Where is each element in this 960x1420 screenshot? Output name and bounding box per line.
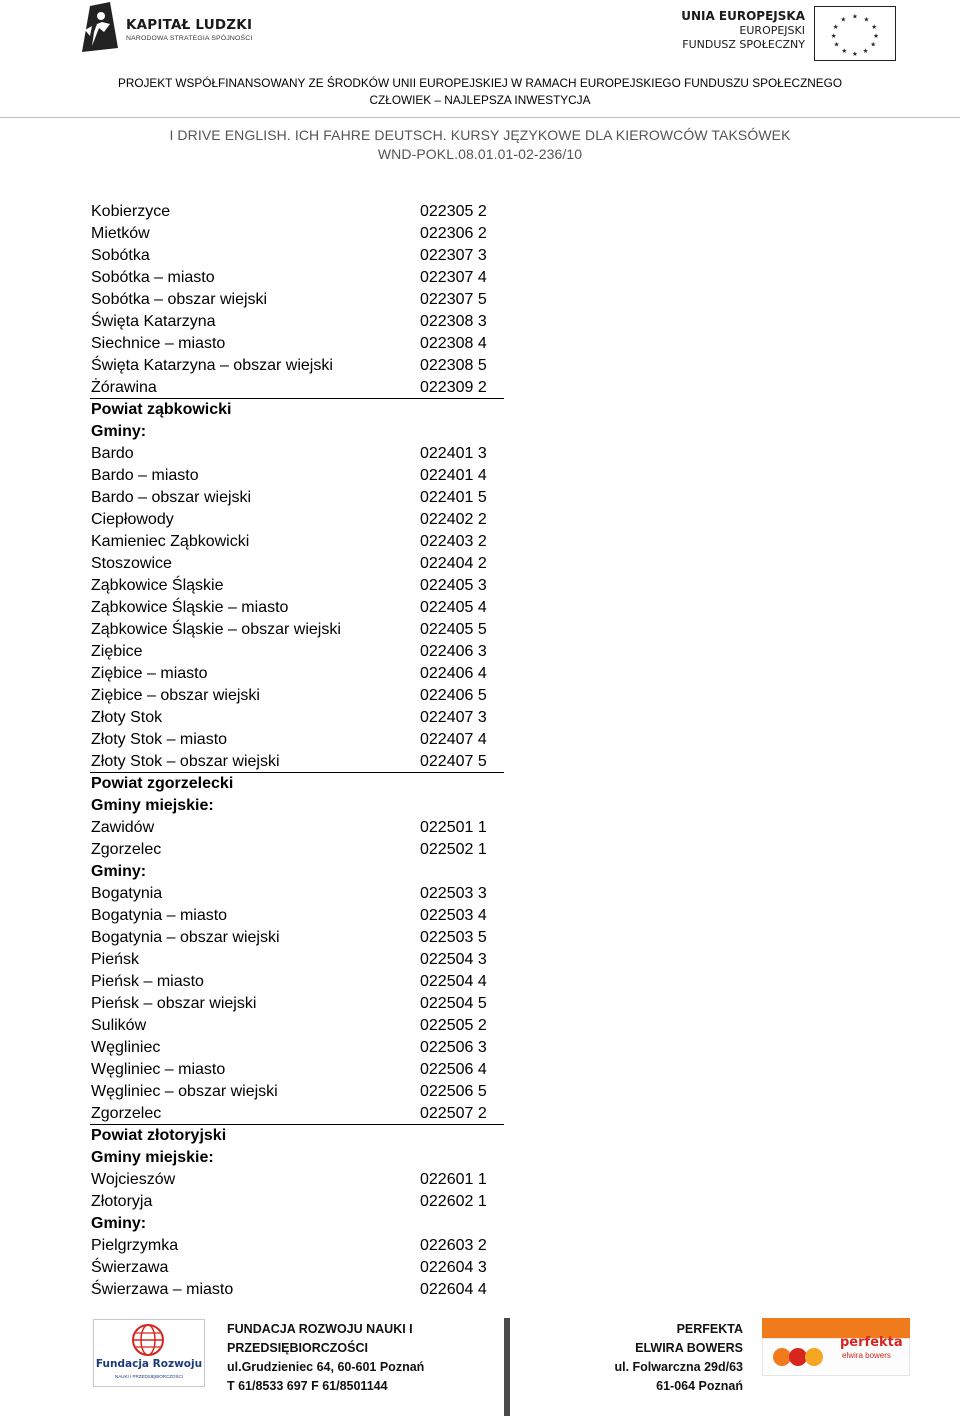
commune-name: Kobierzyce bbox=[91, 203, 171, 220]
eu-fund-line1: EUROPEJSKI bbox=[739, 24, 805, 37]
project-slogan-line: CZŁOWIEK – NAJLEPSZA INWESTYCJA bbox=[369, 93, 591, 107]
eu-text-block bbox=[681, 9, 805, 51]
section-heading: Gminy miejskie: bbox=[91, 797, 214, 814]
svg-text:★: ★ bbox=[863, 16, 870, 24]
section-heading-row bbox=[90, 773, 504, 795]
svg-text:★: ★ bbox=[841, 48, 848, 56]
commune-code: 022308 5 bbox=[420, 357, 487, 374]
commune-code: 022507 2 bbox=[420, 1105, 487, 1122]
commune-code: 022407 5 bbox=[420, 753, 487, 770]
commune-code: 022402 2 bbox=[420, 511, 487, 528]
commune-name: Świerzawa bbox=[91, 1259, 169, 1276]
table-row bbox=[90, 839, 504, 861]
table-row bbox=[90, 993, 504, 1015]
commune-name: Złoty Stok bbox=[91, 709, 163, 726]
commune-code: 022407 3 bbox=[420, 709, 487, 726]
table-row bbox=[90, 575, 504, 597]
kapital-ludzki-subtitle: NARODOWA STRATEGIA SPÓJNOŚCI bbox=[126, 35, 253, 42]
commune-name: Węgliniec bbox=[91, 1039, 161, 1056]
commune-name: Świerzawa – miasto bbox=[91, 1281, 234, 1298]
commune-code: 022407 4 bbox=[420, 731, 487, 748]
commune-name: Ziębice – obszar wiejski bbox=[91, 687, 260, 704]
eu-fund-line2: FUNDUSZ SPOŁECZNY bbox=[682, 38, 805, 51]
commune-name: Ziębice – miasto bbox=[91, 665, 208, 682]
section-heading: Powiat złotoryjski bbox=[91, 1127, 227, 1144]
commune-name: Złotoryja bbox=[91, 1193, 153, 1210]
table-row bbox=[90, 1191, 504, 1213]
commune-name: Wojcieszów bbox=[91, 1171, 176, 1188]
commune-code-table bbox=[90, 201, 504, 1301]
fundacja-rozwoju-address bbox=[227, 1320, 424, 1396]
svg-text:★: ★ bbox=[840, 16, 847, 24]
fundacja-rozwoju-logo-name: Fundacja Rozwoju bbox=[95, 1358, 203, 1370]
svg-text:★: ★ bbox=[832, 24, 839, 32]
table-row bbox=[90, 927, 504, 949]
commune-code: 022406 4 bbox=[420, 665, 487, 682]
commune-code: 022405 4 bbox=[420, 599, 487, 616]
perfekta-logo-sub: elwira bowers bbox=[842, 1351, 891, 1360]
commune-name: Święta Katarzyna – obszar wiejski bbox=[91, 357, 333, 374]
commune-name: Pieńsk – miasto bbox=[91, 973, 204, 990]
commune-name: Bogatynia bbox=[91, 885, 163, 902]
commune-code: 022602 1 bbox=[420, 1193, 487, 1210]
table-row bbox=[90, 707, 504, 729]
commune-code: 022506 5 bbox=[420, 1083, 487, 1100]
commune-code: 022307 5 bbox=[420, 291, 487, 308]
commune-code: 022504 4 bbox=[420, 973, 487, 990]
section-heading: Gminy: bbox=[91, 423, 147, 440]
section-heading: Powiat ząbkowicki bbox=[91, 401, 232, 418]
fundacja-rozwoju-logo bbox=[93, 1319, 205, 1387]
commune-name: Złoty Stok – miasto bbox=[91, 731, 228, 748]
table-row bbox=[90, 1037, 504, 1059]
table-row bbox=[90, 311, 504, 333]
table-row bbox=[90, 289, 504, 311]
commune-code: 022506 4 bbox=[420, 1061, 487, 1078]
section-heading-row bbox=[90, 421, 504, 443]
commune-code: 022604 3 bbox=[420, 1259, 487, 1276]
table-row bbox=[90, 597, 504, 619]
table-row bbox=[90, 531, 504, 553]
svg-text:★: ★ bbox=[862, 48, 869, 56]
commune-name: Bogatynia – miasto bbox=[91, 907, 228, 924]
commune-code: 022306 2 bbox=[420, 225, 487, 242]
table-row bbox=[90, 1103, 504, 1125]
commune-name: Zgorzelec bbox=[91, 841, 162, 858]
commune-code: 022601 1 bbox=[420, 1171, 487, 1188]
commune-name: Bardo bbox=[91, 445, 134, 462]
table-row bbox=[90, 949, 504, 971]
pf-address-line: ul. Folwarczna 29d/63 bbox=[614, 1360, 743, 1374]
commune-code: 022604 4 bbox=[420, 1281, 487, 1298]
fr-address-line: ul.Grudzieniec 64, 60-601 Poznań bbox=[227, 1360, 425, 1374]
commune-code: 022505 2 bbox=[420, 1017, 487, 1034]
table-row bbox=[90, 751, 504, 773]
table-row bbox=[90, 553, 504, 575]
commune-code: 022501 1 bbox=[420, 819, 487, 836]
commune-code: 022406 3 bbox=[420, 643, 487, 660]
project-number: WND-POKL.08.01.01-02-236/10 bbox=[377, 146, 583, 162]
commune-code: 022401 3 bbox=[420, 445, 487, 462]
commune-code: 022603 2 bbox=[420, 1237, 487, 1254]
footer-divider bbox=[504, 1318, 510, 1416]
commune-name: Węgliniec – obszar wiejski bbox=[91, 1083, 278, 1100]
table-row bbox=[90, 817, 504, 839]
header-divider bbox=[0, 117, 960, 118]
table-row bbox=[90, 333, 504, 355]
svg-text:★: ★ bbox=[851, 51, 859, 59]
section-heading-row bbox=[90, 1147, 504, 1169]
commune-code: 022307 3 bbox=[420, 247, 487, 264]
commune-name: Pielgrzymka bbox=[91, 1237, 179, 1254]
commune-code: 022504 3 bbox=[420, 951, 487, 968]
perfekta-mark-icon bbox=[770, 1342, 826, 1372]
commune-name: Żórawina bbox=[91, 379, 157, 396]
commune-code: 022506 3 bbox=[420, 1039, 487, 1056]
table-row bbox=[90, 267, 504, 289]
table-row bbox=[90, 1059, 504, 1081]
svg-text:★: ★ bbox=[851, 13, 859, 21]
table-row bbox=[90, 443, 504, 465]
globe-icon bbox=[130, 1323, 166, 1357]
perfekta-address bbox=[540, 1320, 743, 1396]
section-heading: Gminy miejskie: bbox=[91, 1149, 214, 1166]
table-row bbox=[90, 883, 504, 905]
eu-flag-icon bbox=[814, 6, 896, 61]
commune-name: Pieńsk bbox=[91, 951, 140, 968]
commune-name: Ząbkowice Śląskie – obszar wiejski bbox=[91, 621, 341, 638]
commune-code: 022401 5 bbox=[420, 489, 487, 506]
svg-text:★: ★ bbox=[871, 24, 878, 32]
eu-logo bbox=[681, 6, 900, 62]
kapital-ludzki-emblem-icon bbox=[80, 2, 120, 54]
commune-name: Sobótka – obszar wiejski bbox=[91, 291, 268, 308]
commune-name: Kamieniec Ząbkowicki bbox=[91, 533, 250, 550]
table-row bbox=[90, 201, 504, 223]
table-row bbox=[90, 1081, 504, 1103]
commune-name: Stoszowice bbox=[91, 555, 172, 572]
commune-code: 022308 3 bbox=[420, 313, 487, 330]
project-funding-line: PROJEKT WSPÓŁFINANSOWANY ZE ŚRODKÓW UNII EUROPEJSKIEJ W RAMACH EUROPEJSKIEGO FUNDUSZU SPOŁECZNEGO bbox=[117, 76, 843, 90]
table-row bbox=[90, 223, 504, 245]
commune-name: Siechnice – miasto bbox=[91, 335, 226, 352]
commune-code: 022401 4 bbox=[420, 467, 487, 484]
perfekta-logo-name: perfekta bbox=[840, 1335, 903, 1350]
commune-code: 022406 5 bbox=[420, 687, 487, 704]
table-row bbox=[90, 1257, 504, 1279]
fundacja-rozwoju-logo-sub: NAUKI I PRZEDSIĘBIORCZOŚCI bbox=[114, 1374, 183, 1379]
table-row bbox=[90, 245, 504, 267]
svg-text:★: ★ bbox=[870, 41, 877, 49]
pf-address-line: PERFEKTA bbox=[676, 1322, 743, 1336]
svg-text:★: ★ bbox=[830, 32, 837, 40]
eu-title: UNIA EUROPEJSKA bbox=[681, 9, 805, 23]
section-heading-row bbox=[90, 1125, 504, 1147]
table-row bbox=[90, 685, 504, 707]
commune-code: 022503 3 bbox=[420, 885, 487, 902]
commune-name: Pieńsk – obszar wiejski bbox=[91, 995, 257, 1012]
section-heading: Powiat zgorzelecki bbox=[91, 775, 234, 792]
commune-name: Bardo – obszar wiejski bbox=[91, 489, 252, 506]
commune-code: 022403 2 bbox=[420, 533, 487, 550]
commune-code: 022405 3 bbox=[420, 577, 487, 594]
commune-code: 022503 4 bbox=[420, 907, 487, 924]
section-heading-row bbox=[90, 1213, 504, 1235]
table-row bbox=[90, 377, 504, 399]
section-heading-row bbox=[90, 399, 504, 421]
table-row bbox=[90, 487, 504, 509]
commune-name: Węgliniec – miasto bbox=[91, 1061, 226, 1078]
fr-address-line: PRZEDSIĘBIORCZOŚCI bbox=[227, 1341, 368, 1355]
table-row bbox=[90, 1015, 504, 1037]
fr-address-line: FUNDACJA ROZWOJU NAUKI I bbox=[227, 1322, 413, 1336]
commune-code: 022405 5 bbox=[420, 621, 487, 638]
pf-address-line: ELWIRA BOWERS bbox=[635, 1341, 743, 1355]
table-row bbox=[90, 641, 504, 663]
commune-name: Zawidów bbox=[91, 819, 155, 836]
course-title: I DRIVE ENGLISH. ICH FAHRE DEUTSCH. KURSY JĘZYKOWE DLA KIEROWCÓW TAKSÓWEK bbox=[169, 127, 791, 143]
table-row bbox=[90, 1279, 504, 1301]
commune-code: 022404 2 bbox=[420, 555, 487, 572]
commune-code: 022504 5 bbox=[420, 995, 487, 1012]
commune-code: 022305 2 bbox=[420, 203, 487, 220]
section-heading-row bbox=[90, 795, 504, 817]
table-row bbox=[90, 905, 504, 927]
commune-name: Ciepłowody bbox=[91, 511, 174, 528]
section-heading: Gminy: bbox=[91, 863, 147, 880]
table-row bbox=[90, 355, 504, 377]
table-row bbox=[90, 465, 504, 487]
commune-code: 022503 5 bbox=[420, 929, 487, 946]
commune-name: Ząbkowice Śląskie bbox=[91, 577, 224, 594]
svg-text:★: ★ bbox=[873, 32, 880, 40]
commune-name: Zgorzelec bbox=[91, 1105, 162, 1122]
perfekta-logo bbox=[762, 1318, 910, 1376]
table-row bbox=[90, 1235, 504, 1257]
commune-name: Ziębice bbox=[91, 643, 143, 660]
commune-name: Sulików bbox=[91, 1017, 147, 1034]
commune-code: 022308 4 bbox=[420, 335, 487, 352]
commune-name: Ząbkowice Śląskie – miasto bbox=[91, 599, 289, 616]
commune-code: 022502 1 bbox=[420, 841, 487, 858]
table-row bbox=[90, 619, 504, 641]
table-row bbox=[90, 509, 504, 531]
pf-address-line: 61-064 Poznań bbox=[656, 1379, 743, 1393]
commune-name: Sobótka – miasto bbox=[91, 269, 215, 286]
table-row bbox=[90, 971, 504, 993]
commune-name: Mietków bbox=[91, 225, 150, 242]
section-heading: Gminy: bbox=[91, 1215, 147, 1232]
svg-text:★: ★ bbox=[833, 41, 840, 49]
commune-code: 022307 4 bbox=[420, 269, 487, 286]
commune-name: Bogatynia – obszar wiejski bbox=[91, 929, 280, 946]
kapital-ludzki-title: KAPITAŁ LUDZKI bbox=[126, 17, 253, 33]
fr-address-line: T 61/8533 697 F 61/8501144 bbox=[227, 1379, 388, 1393]
table-row bbox=[90, 729, 504, 751]
commune-name: Święta Katarzyna bbox=[91, 313, 216, 330]
commune-code: 022309 2 bbox=[420, 379, 487, 396]
table-row bbox=[90, 1169, 504, 1191]
commune-name: Bardo – miasto bbox=[91, 467, 199, 484]
kapital-ludzki-logo bbox=[80, 2, 260, 58]
section-heading-row bbox=[90, 861, 504, 883]
commune-name: Złoty Stok – obszar wiejski bbox=[91, 753, 280, 770]
commune-name: Sobótka bbox=[91, 247, 150, 264]
table-row bbox=[90, 663, 504, 685]
